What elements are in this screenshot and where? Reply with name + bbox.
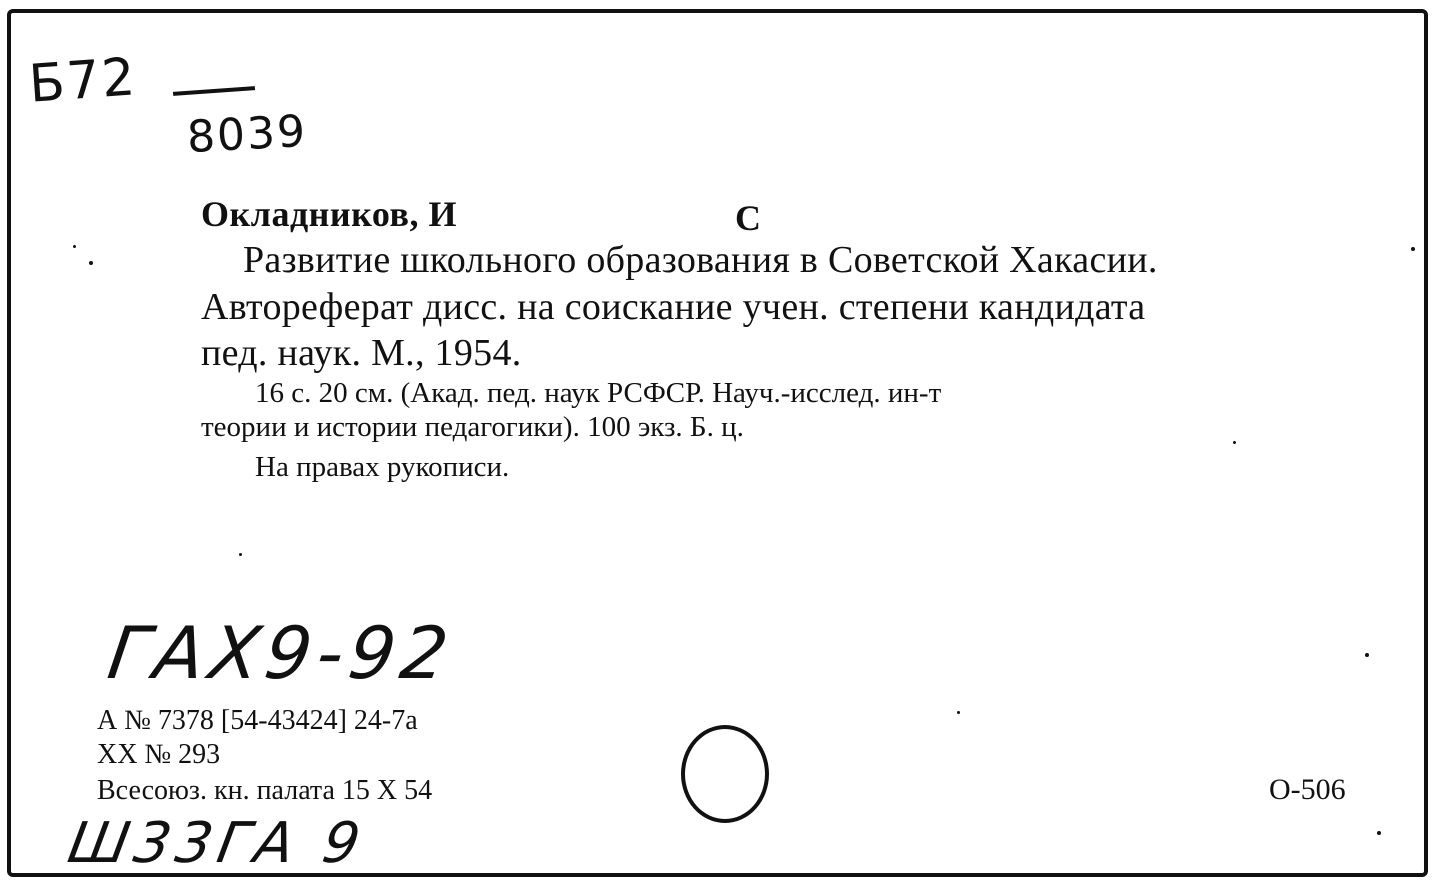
title-line: Автореферат дисс. на соискание учен. степени кандидата	[201, 286, 1146, 328]
description-line: теории и истории педагогики). 100 экз. Б. ц.	[201, 411, 744, 443]
description-line: 16 с. 20 см. (Акад. пед. наук РСФСР. Науч.-исслед. ин-т	[255, 377, 942, 409]
ink-speck	[239, 553, 242, 556]
card-code: О-506	[1269, 773, 1346, 806]
handwritten-shelf-mark: Б72	[27, 47, 139, 115]
author-initial: С	[735, 198, 761, 238]
handwritten-bottom-code: Ш33ГА 9	[63, 811, 371, 876]
imprint-line: Всесоюз. кн. палата 15 Х 54	[97, 775, 433, 806]
handwritten-classification-code: ГАХ9-92	[103, 611, 460, 695]
title-line: Развитие школьного образования в Советской Хакасии.	[243, 239, 1158, 281]
title-line: пед. наук. М., 1954.	[201, 332, 522, 374]
author-name: Окладников, И	[201, 194, 457, 234]
ink-speck	[73, 245, 76, 248]
imprint-line: А № 7378 [54-43424] 24-7а	[97, 705, 418, 736]
handwritten-shelf-number: 8039	[185, 105, 309, 164]
ink-speck	[1377, 831, 1381, 835]
imprint-line: ХХ № 293	[97, 739, 221, 770]
ink-speck	[1233, 441, 1236, 444]
stamp-circle	[681, 725, 769, 823]
ink-speck	[1411, 247, 1415, 251]
ink-speck	[1365, 653, 1369, 657]
ink-speck	[957, 711, 960, 714]
catalog-card	[7, 9, 1428, 877]
ink-speck	[89, 261, 93, 265]
description-line: На правах рукописи.	[255, 451, 510, 483]
shelf-mark-divider	[173, 86, 255, 96]
